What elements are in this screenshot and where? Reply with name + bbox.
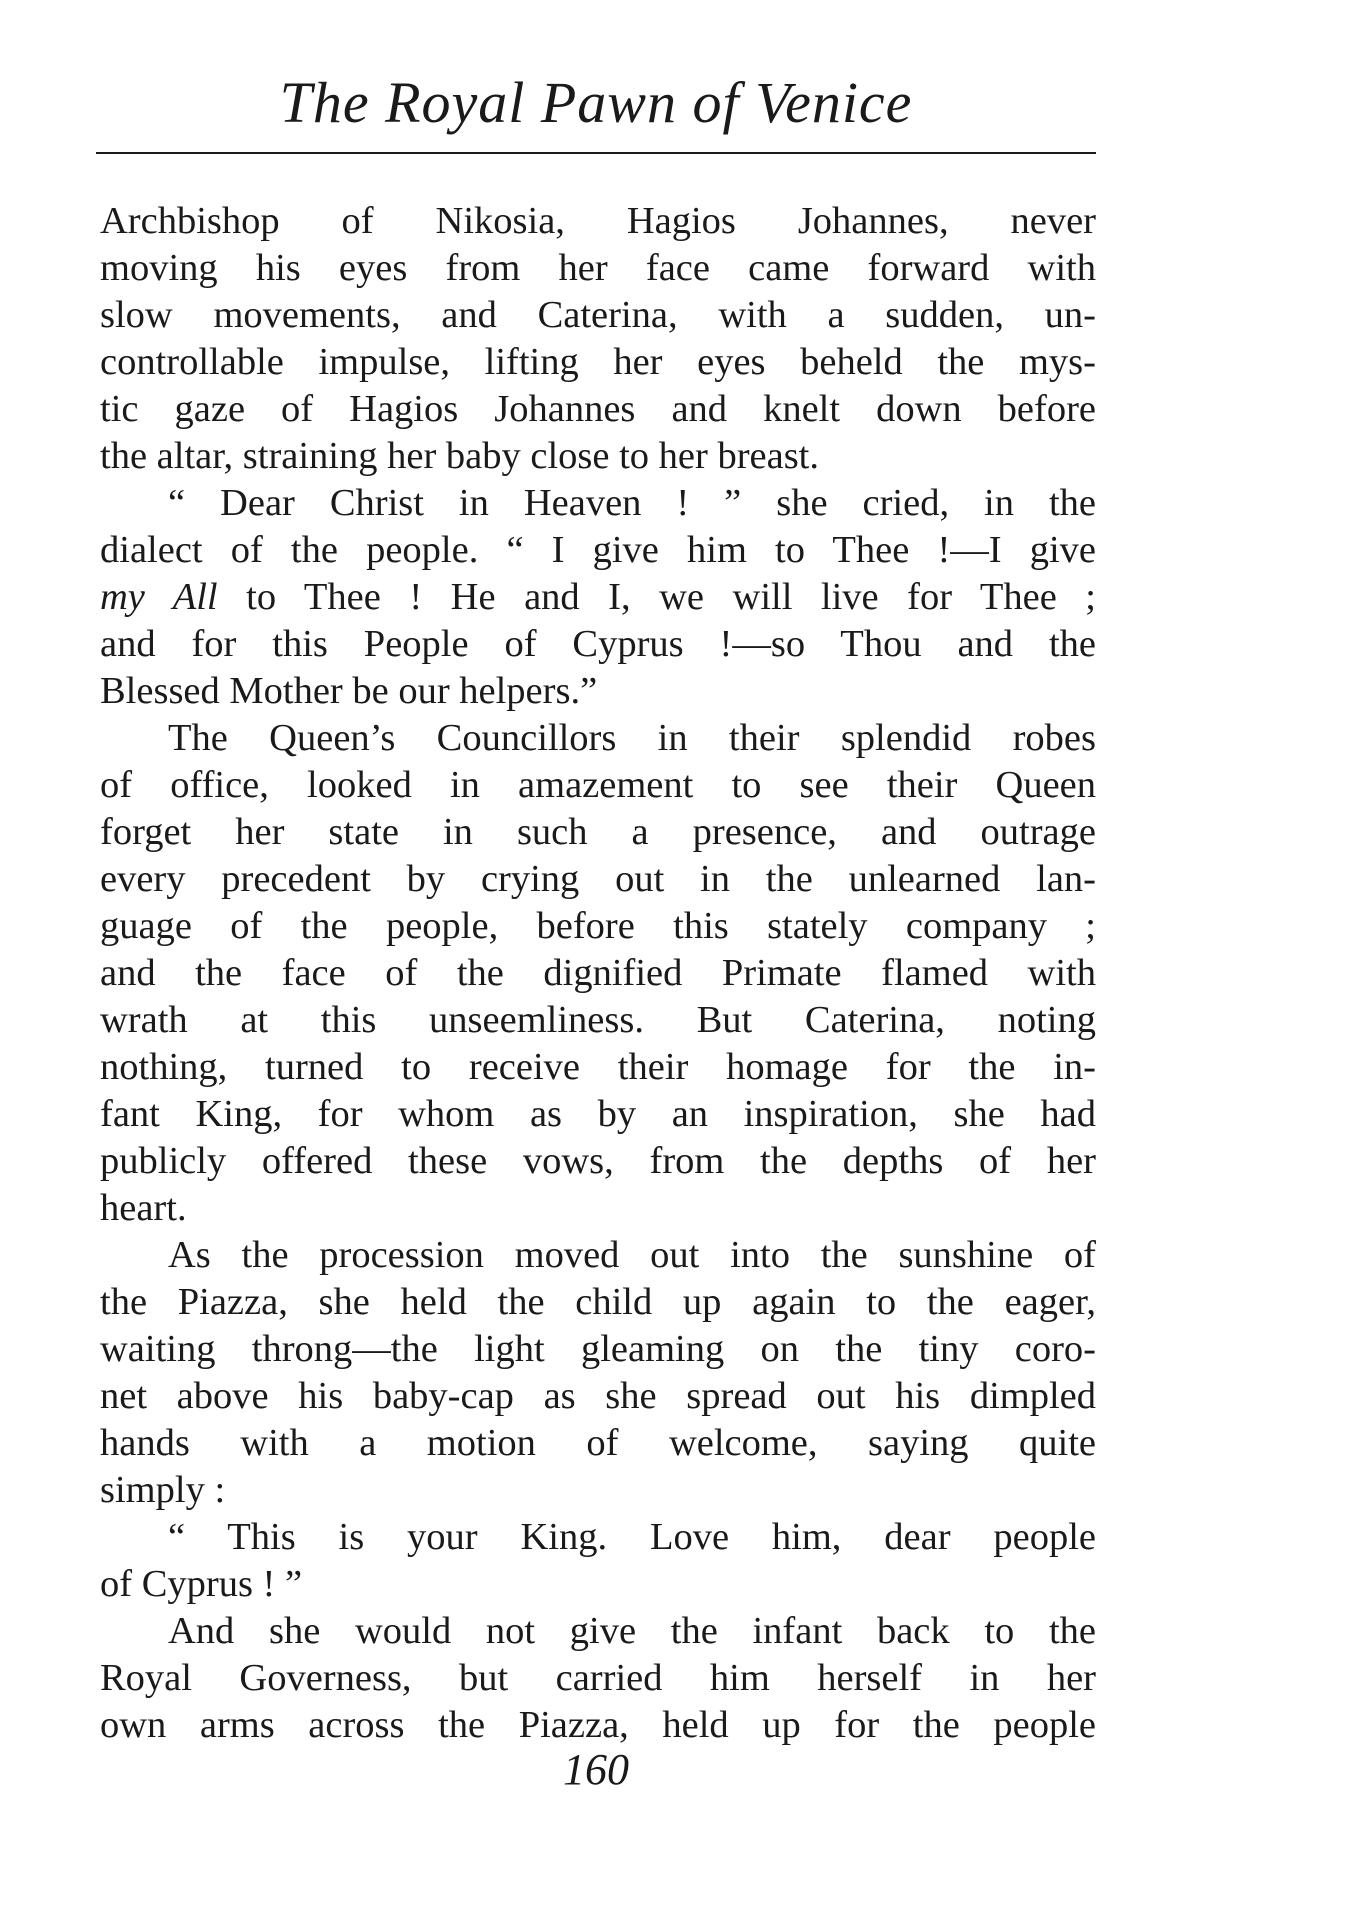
- emphasis: my All: [100, 576, 218, 618]
- body-text: [100, 198, 1096, 1749]
- text-line: own arms across the Piazza, held up for the people: [100, 1704, 1096, 1746]
- text-line: the Piazza, she held the child up again to the eager,: [100, 1281, 1096, 1323]
- text-line: forget her state in such a presence, and outrage: [100, 811, 1096, 853]
- text-line: simply :: [100, 1469, 226, 1511]
- text-line: heart.: [100, 1187, 187, 1229]
- paragraph: [100, 1608, 1096, 1749]
- paragraph: [100, 1514, 1096, 1608]
- paragraph: [100, 480, 1096, 715]
- text-line: and the face of the dignified Primate flamed with: [100, 952, 1096, 994]
- page-number: 160: [563, 1745, 629, 1794]
- text-line: every precedent by crying out in the unlearned lan-: [100, 858, 1096, 900]
- header-rule: [96, 152, 1096, 154]
- text-line: hands with a motion of welcome, saying quite: [100, 1422, 1096, 1464]
- text-line: Archbishop of Nikosia, Hagios Johannes, never: [100, 200, 1096, 242]
- text-line: of office, looked in amazement to see their Queen: [100, 764, 1096, 806]
- text-line: my All to Thee ! He and I, we will live for Thee ;: [100, 576, 1097, 618]
- text-line: As the procession moved out into the sunshine of: [168, 1234, 1096, 1276]
- paragraph: [100, 715, 1096, 1232]
- text-line: “ This is your King. Love him, dear people: [168, 1516, 1096, 1558]
- text-line: tic gaze of Hagios Johannes and knelt down before: [100, 388, 1096, 430]
- paragraph: [100, 1232, 1096, 1514]
- text-line: moving his eyes from her face came forward with: [100, 247, 1096, 289]
- paragraph: [100, 198, 1096, 480]
- text-line: controllable impulse, lifting her eyes beheld the mys-: [100, 341, 1096, 383]
- text-line: and for this People of Cyprus !—so Thou and the: [100, 623, 1096, 665]
- text-line: Royal Governess, but carried him herself in her: [100, 1657, 1096, 1699]
- text-line: “ Dear Christ in Heaven ! ” she cried, in the: [168, 482, 1096, 524]
- text-line: publicly offered these vows, from the depths of her: [100, 1140, 1096, 1182]
- text-line: wrath at this unseemliness. But Caterina, noting: [100, 999, 1096, 1041]
- text-line: dialect of the people. “ I give him to Thee !—I give: [100, 529, 1096, 571]
- text-line: slow movements, and Caterina, with a sudden, un-: [100, 294, 1096, 336]
- text-line: the altar, straining her baby close to her breast.: [100, 435, 819, 477]
- text-line: of Cyprus ! ”: [100, 1563, 303, 1605]
- text-line: fant King, for whom as by an inspiration, she had: [100, 1093, 1096, 1135]
- text-line: waiting throng—the light gleaming on the tiny coro-: [100, 1328, 1096, 1370]
- text-line: guage of the people, before this stately company ;: [100, 905, 1096, 947]
- text-line: Blessed Mother be our helpers.”: [100, 670, 598, 712]
- text-line: And she would not give the infant back to the: [168, 1610, 1096, 1652]
- text-line: nothing, turned to receive their homage for the in-: [100, 1046, 1096, 1088]
- text-line: The Queen’s Councillors in their splendid robes: [168, 717, 1096, 759]
- text-line: net above his baby-cap as she spread out his dimpled: [100, 1375, 1096, 1417]
- running-head: The Royal Pawn of Venice: [279, 70, 913, 135]
